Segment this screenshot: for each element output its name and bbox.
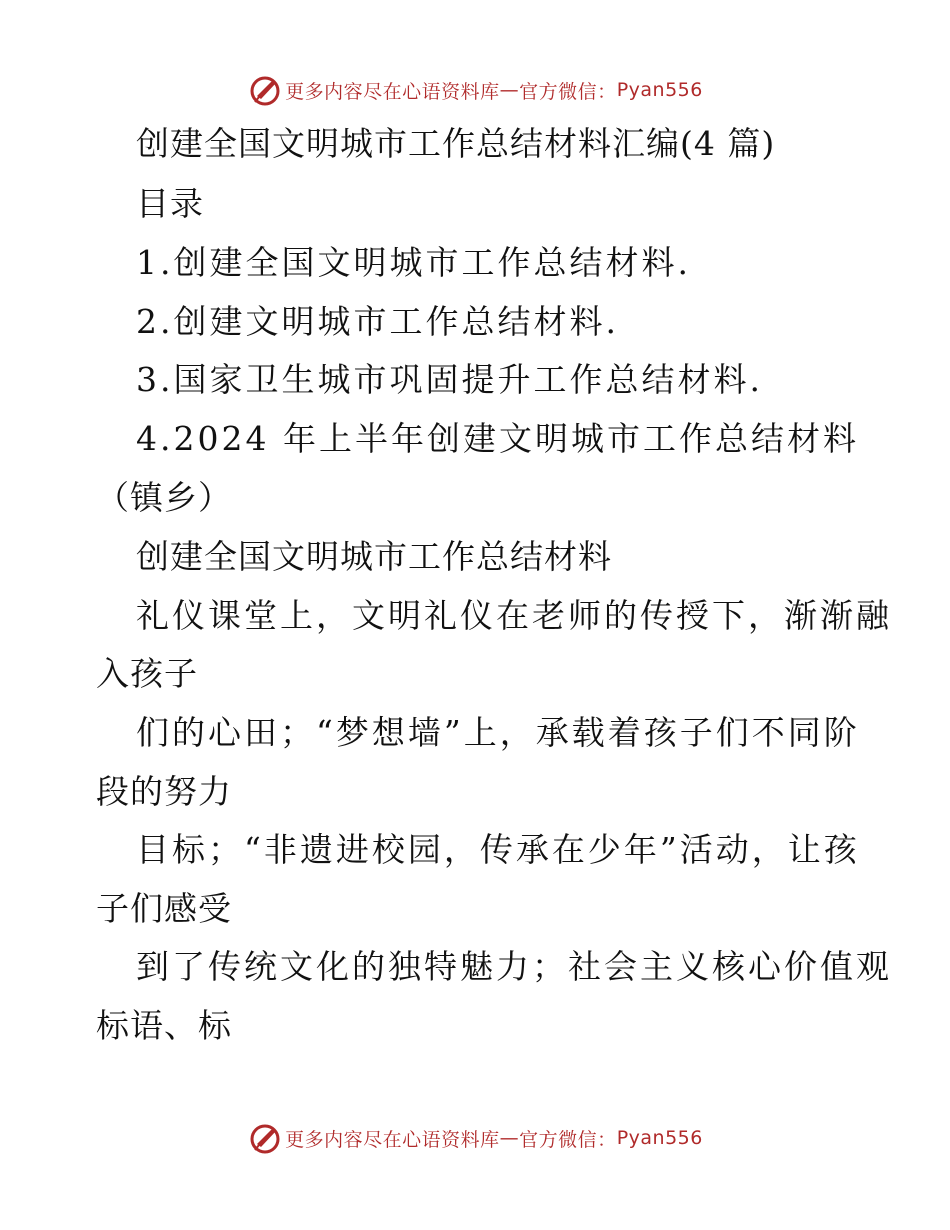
banner-text: 更多内容尽在心语资料库 (285, 80, 500, 103)
quill-logo-icon (247, 72, 283, 108)
paragraph-line-8: 标语、标 (96, 1006, 232, 1045)
banner-text: 更多内容尽在心语资料库 (285, 1128, 500, 1151)
toc-item-4-continuation: （镇乡） (96, 478, 232, 517)
quill-logo-icon (247, 1120, 283, 1156)
footer-watermark (0, 1118, 950, 1158)
banner-dash: — (499, 79, 520, 101)
paragraph-line-1: 礼仪课堂上，文明礼仪在老师的传授下，渐渐融 (136, 596, 892, 635)
toc-item-2: 2.创建文明城市工作总结材料. (136, 302, 619, 341)
paragraph-line-3: 们的心田；“梦想墙”上，承载着孩子们不同阶 (136, 713, 860, 752)
toc-item-3: 3.国家卫生城市巩固提升工作总结材料. (136, 360, 763, 399)
paragraph-line-2: 入孩子 (96, 654, 198, 693)
banner-wechat-label: 官方微信： (519, 1128, 617, 1151)
banner-wechat-label: 官方微信： (519, 80, 617, 103)
document-title: 创建全国文明城市工作总结材料汇编(4 篇) (136, 124, 776, 163)
toc-heading: 目录 (136, 184, 204, 223)
paragraph-line-7: 到了传统文化的独特魅力；社会主义核心价值观 (136, 947, 892, 986)
banner-dash: — (499, 1127, 520, 1149)
banner-wechat-id: Pyan556 (616, 79, 703, 101)
header-watermark (0, 70, 950, 110)
paragraph-line-4: 段的努力 (96, 772, 232, 811)
toc-item-1: 1.创建全国文明城市工作总结材料. (136, 243, 691, 282)
toc-item-4: 4.2024 年上半年创建文明城市工作总结材料 (136, 419, 859, 458)
paragraph-line-6: 子们感受 (96, 889, 232, 928)
banner-wechat-id: Pyan556 (616, 1127, 703, 1149)
paragraph-line-5: 目标；“非遗进校园，传承在少年”活动，让孩 (136, 830, 860, 869)
section-title: 创建全国文明城市工作总结材料 (136, 537, 612, 576)
